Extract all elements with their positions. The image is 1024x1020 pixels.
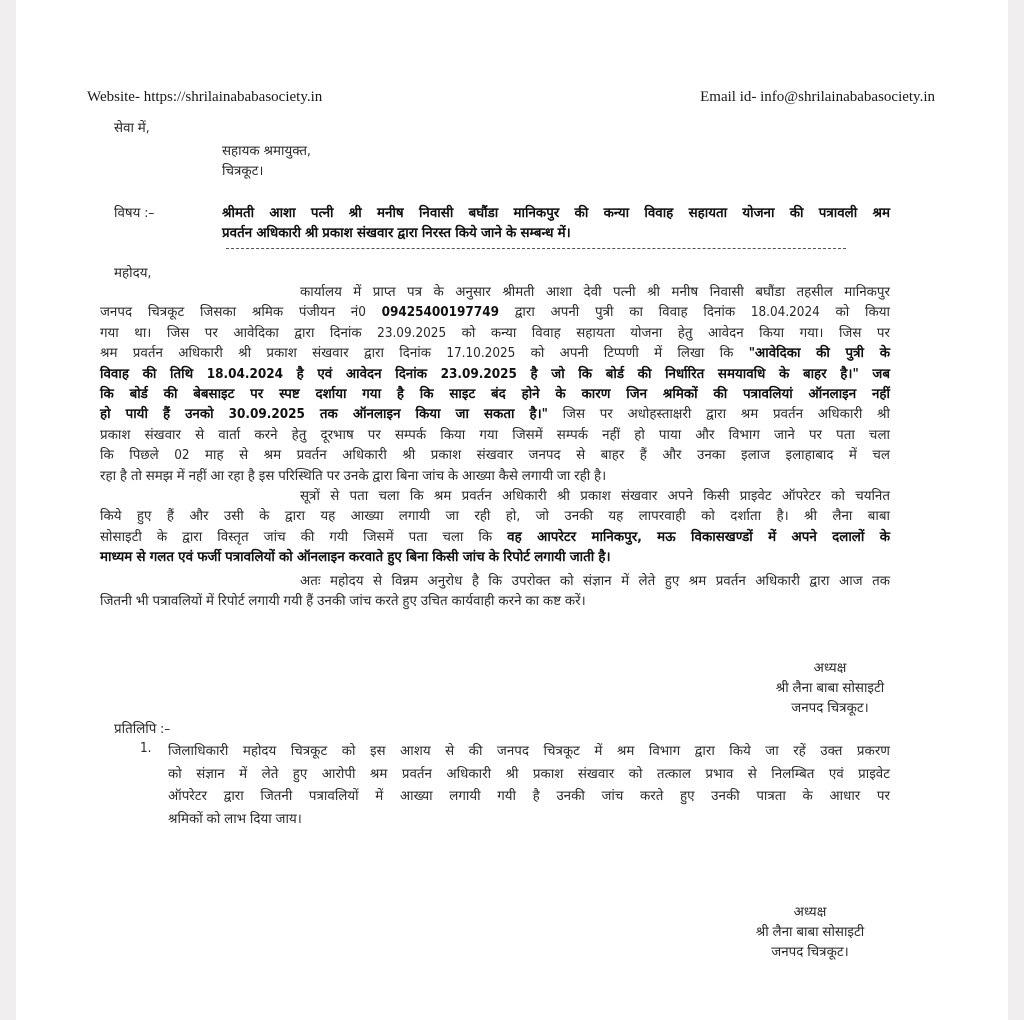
signature-designation: अध्यक्ष	[793, 905, 827, 920]
paragraph-line	[100, 384, 890, 402]
paragraph-line	[100, 547, 890, 565]
paragraph-line	[300, 571, 890, 589]
text-segment: श्रम प्रवर्तन अधिकारी श्री प्रकाश संखवार द्वारा दिनांक 17.10.2025 को अपनी टिप्पणी में लिखा कि	[100, 346, 749, 362]
text-segment: कि पिछले 02 माह से श्रम प्रवर्तन अधिकारी श्री प्रकाश संखवार जनपद से बाहर हैं और उनका इलाज इलाहाबाद में चल	[100, 448, 890, 464]
text-segment: जिस पर अधोहस्ताक्षरी द्वारा श्रम प्रवर्तन अधिकारी श्री	[547, 407, 890, 423]
text-segment: किये हुए हैं और उसी के द्वारा यह आख्या लगायी जा रही हो, जो उनकी यह लापरवाही को दर्शाता है। श्री लैना बाबा	[100, 509, 890, 525]
text-segment: गया था। जिस पर आवेदिका द्वारा दिनांक 23.09.2025 को कन्या विवाह सहायता योजना हेतु आवेदन किया गया। जिस पर	[100, 325, 890, 341]
signature-designation: अध्यक्ष	[813, 661, 847, 676]
copy-line: श्रमिकों को लाभ दिया जाय।	[168, 811, 302, 827]
email-text: Email id- info@shrilainababasociety.in	[700, 89, 935, 105]
subject-label: विषय :–	[114, 206, 155, 221]
paragraph-line	[100, 404, 890, 422]
subject-line-2: प्रवर्तन अधिकारी श्री प्रकाश संखवार द्वारा निरस्त किये जाने के सम्बन्ध में।	[222, 226, 571, 241]
greeting: महोदय,	[114, 266, 152, 281]
paragraph-line	[100, 302, 890, 320]
text-segment: वह आपरेटर मानिकपुर, मऊ विकासखण्डों में अपने दलालों के	[507, 529, 890, 545]
text-segment: सोसाइटी के द्वारा विस्तृत जांच की गयी जिसमें पता चला कि	[100, 529, 508, 545]
text-segment: प्रकाश संखवार से वार्ता करने हेतु दूरभाष पर सम्पर्क किया गया जिसमें सम्पर्क नहीं हो पाया और विभाग जाने पर पता चला	[100, 427, 890, 443]
subject-underline	[226, 248, 846, 249]
salutation-to: सेवा में,	[114, 121, 150, 136]
text-segment: सूत्रों से पता चला कि श्रम प्रवर्तन अधिकारी श्री प्रकाश संखवार अपने किसी प्राइवेट ऑपरेटर को चयनित	[300, 489, 890, 504]
paragraph-line	[100, 364, 890, 382]
recipient-title: सहायक श्रमायुक्त,	[222, 144, 311, 159]
text-segment: 09425400197749	[381, 305, 499, 321]
text-segment: कार्यालय में प्राप्त पत्र के अनुसार श्रीमती आशा देवी पत्नी श्री मनीष निवासी बघौंडा तहसील मानिकपुर	[300, 285, 890, 300]
text-segment: हो पायी हैं उनको 30.09.2025 तक ऑनलाइन किया जा सकता है।"	[100, 407, 548, 423]
paragraph-line	[100, 425, 890, 443]
text-segment: विवाह की तिथि 18.04.2024 है एवं आवेदन दिनांक 23.09.2025 है जो कि बोर्ड की निर्धारित समयावधि के बाहर है।" जब	[100, 366, 890, 382]
website-text: Website- https://shrilainababasociety.in	[87, 89, 323, 105]
signature-district: जनपद चित्रकूट।	[791, 701, 869, 716]
paragraph-line	[100, 466, 890, 484]
signature-district: जनपद चित्रकूट।	[771, 945, 849, 960]
copy-item-number: 1.	[140, 741, 152, 756]
text-segment: माध्यम से गलत एवं फर्जी पत्रावलियों को ऑनलाइन करवाते हुए बिना किसी जांच के रिपोर्ट लगायी जाती है।	[100, 550, 611, 566]
signature-organization: श्री लैना बाबा सोसाइटी	[775, 681, 885, 696]
paragraph-line	[100, 343, 890, 361]
text-segment: कि बोर्ड की बेबसाइट पर स्पष्ट दर्शाया गया है कि साइट बंद होने के कारण जिन श्रमिकों की पत्रावलियां ऑनलाइन नहीं	[100, 387, 890, 402]
text-segment: जनपद चित्रकूट जिसका श्रमिक पंजीयन नं0	[100, 305, 382, 321]
paragraph-line	[100, 527, 890, 545]
signature-organization: श्री लैना बाबा सोसाइटी	[755, 925, 865, 940]
text-segment: रहा है तो समझ में नहीं आ रहा है इस परिस्थिति पर उनके द्वारा बिना जांच के आख्या कैसे लगायी जा रही है।	[100, 468, 607, 484]
text-segment: "आवेदिका की पुत्री के	[748, 346, 890, 362]
signature-block-1	[750, 659, 910, 719]
letter	[16, 0, 1008, 1020]
text-segment: अतः महोदय से विन्नम अनुरोध है कि उपरोक्त को संज्ञान में लेते हुए श्रम प्रवर्तन अधिकारी द्वारा आज तक	[300, 574, 890, 589]
text-segment: द्वारा अपनी पुत्री का विवाह दिनांक 18.04.2024 को किया	[498, 305, 890, 321]
copy-line: ऑपरेटर द्वारा जितनी पत्रावलियों में आख्या लगायी गयी है उनकी जांच करते हुए उनकी पात्रता के आधार पर	[168, 789, 890, 804]
paragraph-line	[100, 591, 890, 609]
paragraph-line	[300, 282, 890, 300]
paragraph-line	[300, 486, 890, 504]
copy-line: जिलाधिकारी महोदय चित्रकूट को इस आशय से की जनपद चित्रकूट में श्रम विभाग द्वारा किये जा रहें उक्त प्रकरण	[168, 744, 890, 759]
text-segment: जितनी भी पत्रावलियों में रिपोर्ट लगायी गयी हैं उनकी जांच करते हुए उचित कार्यवाही करने का कष्ट करें।	[100, 594, 586, 610]
copy-line: को संज्ञान में लेते हुए आरोपी श्रम प्रवर्तन अधिकारी श्री प्रकाश संखवार को तत्काल प्रभाव से निलम्बित एवं प्राइवेट	[168, 766, 890, 782]
recipient-place: चित्रकूट।	[222, 164, 264, 179]
paragraph-line	[100, 506, 890, 524]
document-page	[16, 0, 1008, 1020]
copy-label: प्रतिलिपि :–	[114, 722, 171, 737]
signature-block-2	[730, 903, 890, 963]
paragraph-line	[100, 445, 890, 463]
paragraph-line	[100, 323, 890, 341]
subject-line-1: श्रीमती आशा पत्नी श्री मनीष निवासी बघौंडा मानिकपुर की कन्या विवाह सहायता योजना की पत्रावली श्रम	[222, 206, 890, 221]
